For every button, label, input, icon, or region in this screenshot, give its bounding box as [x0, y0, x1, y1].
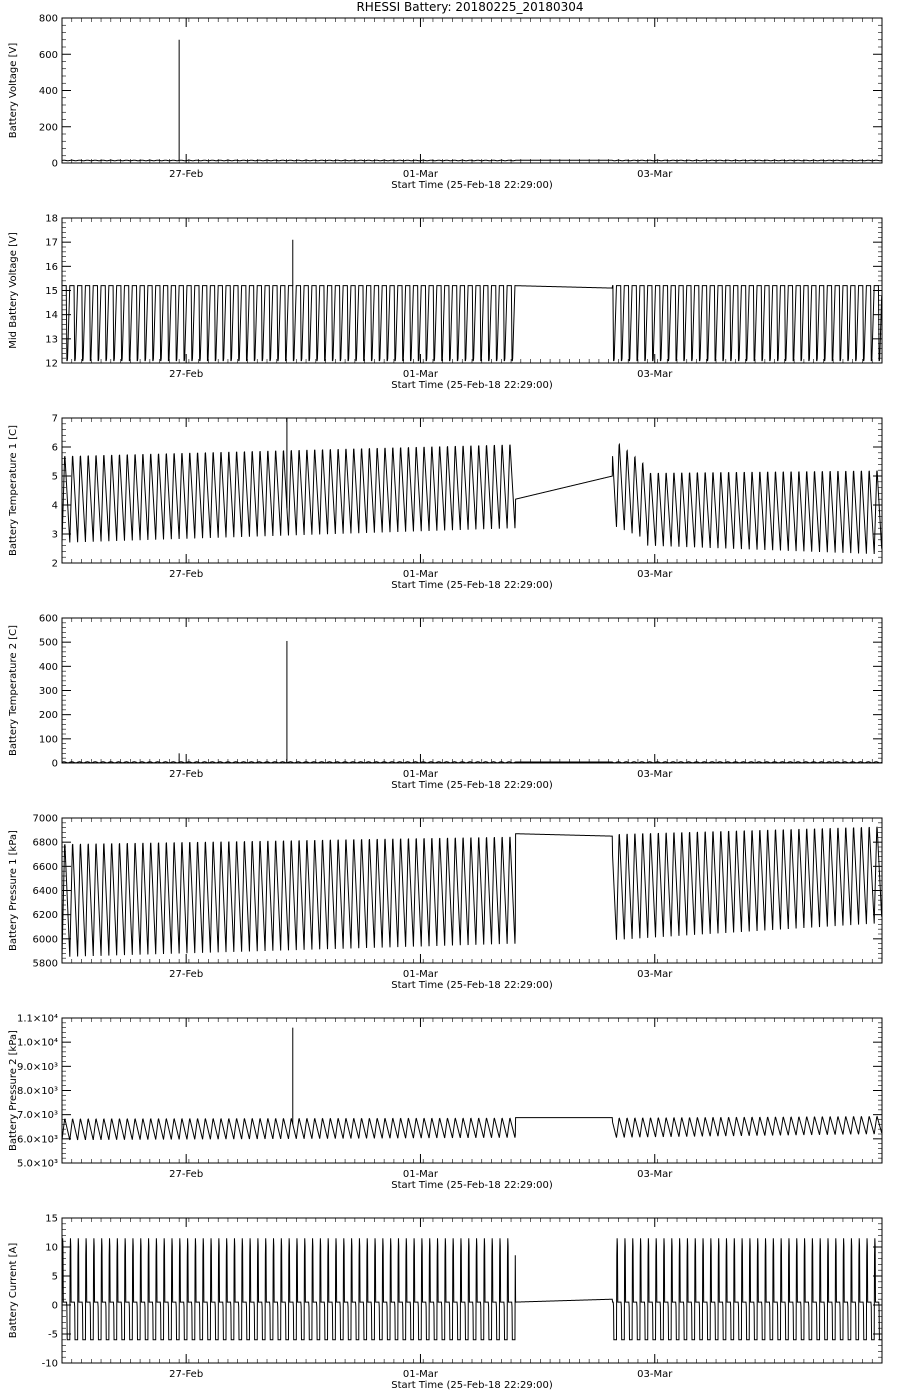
y-tick-label: 6 — [51, 442, 58, 454]
y-tick-label: 7.0×10³ — [16, 1110, 58, 1122]
x-axis-label: Start Time (25-Feb-18 22:29:00) — [391, 180, 553, 191]
y-tick-label: 5 — [51, 471, 58, 483]
x-axis-label: Start Time (25-Feb-18 22:29:00) — [391, 1380, 553, 1391]
x-tick-label: 01-Mar — [402, 969, 439, 980]
chart-title: RHESSI Battery: 20180225_20180304 — [356, 0, 584, 14]
x-tick-label: 27-Feb — [169, 969, 204, 980]
y-tick-label: 400 — [38, 661, 58, 673]
x-tick-label: 01-Mar — [402, 1169, 439, 1180]
chart-panel-7 — [8, 1214, 882, 1392]
y-axis-label: Mid Battery Voltage [V] — [8, 232, 19, 349]
y-tick-label: 600 — [38, 49, 58, 61]
y-tick-label: 300 — [38, 686, 58, 697]
y-tick-label: 600 — [38, 613, 58, 625]
plot-frame — [62, 1218, 882, 1363]
y-tick-label: 18 — [45, 213, 58, 225]
x-tick-label: 03-Mar — [637, 969, 673, 980]
series-line — [62, 827, 882, 957]
x-tick-label: 03-Mar — [637, 369, 673, 380]
x-axis-label: Start Time (25-Feb-18 22:29:00) — [391, 980, 553, 991]
x-tick-label: 27-Feb — [169, 769, 204, 780]
y-tick-label: 5800 — [32, 958, 58, 970]
y-axis-label: Battery Pressure 1 [kPa] — [8, 830, 19, 951]
y-tick-label: 14 — [45, 310, 58, 322]
x-tick-label: 27-Feb — [169, 1169, 204, 1180]
y-tick-label: 3 — [51, 529, 58, 541]
y-tick-label: 6000 — [32, 934, 58, 946]
x-axis-label: Start Time (25-Feb-18 22:29:00) — [391, 380, 553, 391]
y-axis-label: Battery Temperature 1 [C] — [8, 424, 19, 557]
x-tick-label: 03-Mar — [637, 1369, 673, 1380]
y-tick-label: -10 — [41, 1358, 58, 1370]
y-tick-label: -5 — [48, 1329, 58, 1341]
x-tick-label: 27-Feb — [169, 169, 204, 180]
y-tick-label: 6600 — [32, 861, 58, 873]
y-tick-label: 6800 — [32, 837, 58, 849]
y-tick-label: 7000 — [32, 813, 58, 825]
x-tick-label: 27-Feb — [169, 369, 204, 380]
plot-frame — [62, 18, 882, 163]
y-tick-label: 800 — [38, 13, 58, 25]
series-line — [62, 286, 882, 361]
y-tick-label: 13 — [45, 334, 58, 346]
chart-panel-1 — [8, 14, 882, 192]
plot-frame — [62, 618, 882, 763]
x-tick-label: 01-Mar — [402, 569, 439, 580]
y-tick-label: 5.0×10³ — [16, 1158, 58, 1170]
y-tick-label: 500 — [38, 637, 58, 649]
y-tick-label: 200 — [38, 122, 58, 134]
y-axis-label: Battery Voltage [V] — [8, 42, 19, 139]
chart-panel-2 — [8, 214, 882, 392]
series-line — [62, 160, 882, 161]
y-tick-label: 9.0×10³ — [16, 1061, 58, 1073]
y-axis-label: Battery Pressure 2 [kPa] — [8, 1030, 19, 1151]
chart-panel-3 — [8, 414, 882, 592]
x-tick-label: 27-Feb — [169, 569, 204, 580]
x-tick-label: 03-Mar — [637, 1169, 673, 1180]
y-tick-label: 6400 — [32, 886, 58, 897]
y-tick-label: 100 — [38, 734, 58, 746]
chart-panel-4 — [8, 614, 882, 792]
y-tick-label: 400 — [38, 86, 58, 97]
y-tick-label: 1.1×10⁴ — [16, 1013, 58, 1025]
x-tick-label: 01-Mar — [402, 369, 439, 380]
x-tick-label: 01-Mar — [402, 169, 439, 180]
y-tick-label: 200 — [38, 710, 58, 722]
x-axis-label: Start Time (25-Feb-18 22:29:00) — [391, 580, 553, 591]
series-line — [62, 1117, 882, 1140]
series-line — [62, 1238, 882, 1340]
x-tick-label: 01-Mar — [402, 769, 439, 780]
y-tick-label: 15 — [45, 286, 58, 297]
y-tick-label: 2 — [51, 558, 58, 570]
y-tick-label: 4 — [51, 500, 58, 512]
x-axis-label: Start Time (25-Feb-18 22:29:00) — [391, 780, 553, 791]
y-tick-label: 0 — [51, 1300, 58, 1312]
y-tick-label: 0 — [51, 158, 58, 170]
y-axis-label: Battery Temperature 2 [C] — [8, 624, 19, 757]
x-tick-label: 03-Mar — [637, 769, 673, 780]
x-tick-label: 03-Mar — [637, 569, 673, 580]
chart-panel-5 — [8, 814, 882, 992]
y-tick-label: 0 — [51, 758, 58, 770]
plot-frame — [62, 1018, 882, 1163]
series-line — [62, 444, 882, 554]
x-axis-label: Start Time (25-Feb-18 22:29:00) — [391, 1180, 553, 1191]
y-tick-label: 6200 — [32, 910, 58, 922]
y-tick-label: 5 — [51, 1271, 58, 1283]
x-tick-label: 27-Feb — [169, 1369, 204, 1380]
x-tick-label: 01-Mar — [402, 1369, 439, 1380]
y-tick-label: 7 — [51, 413, 58, 425]
chart-panel-6 — [8, 1014, 882, 1192]
x-tick-label: 03-Mar — [637, 169, 673, 180]
y-tick-label: 17 — [45, 237, 58, 249]
y-tick-label: 12 — [45, 358, 58, 370]
y-tick-label: 15 — [45, 1213, 58, 1225]
y-tick-label: 8.0×10³ — [16, 1086, 58, 1097]
y-tick-label: 6.0×10³ — [16, 1134, 58, 1146]
y-tick-label: 1.0×10⁴ — [16, 1037, 58, 1049]
y-tick-label: 10 — [45, 1242, 58, 1254]
y-axis-label: Battery Current [A] — [8, 1242, 19, 1339]
y-tick-label: 16 — [45, 261, 58, 273]
